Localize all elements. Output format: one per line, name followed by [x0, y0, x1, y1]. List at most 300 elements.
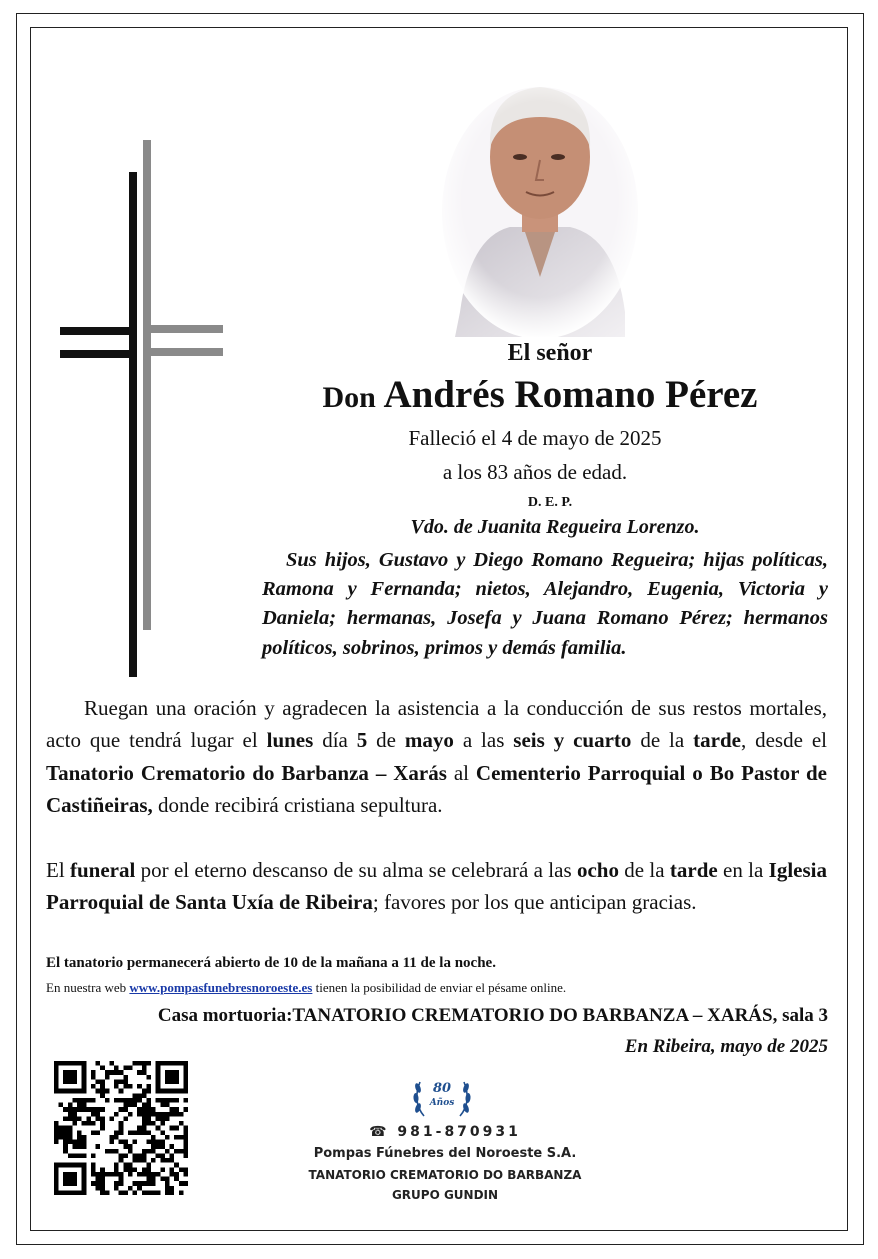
qr-module — [174, 1172, 179, 1177]
qr-module — [105, 1070, 110, 1075]
qr-module — [119, 1098, 124, 1103]
text-run: de la — [618, 858, 670, 882]
qr-module — [156, 1126, 161, 1131]
qr-module — [133, 1190, 138, 1195]
footer-tanatorio: TANATORIO CREMATORIO DO BARBANZA — [308, 1168, 582, 1182]
qr-module — [77, 1061, 82, 1066]
qr-module — [128, 1130, 133, 1135]
qr-module — [82, 1103, 87, 1108]
qr-module — [146, 1149, 151, 1154]
qr-module — [183, 1130, 188, 1135]
qr-module — [91, 1172, 96, 1177]
text-run: en la — [717, 858, 769, 882]
qr-module — [82, 1153, 87, 1158]
qr-module — [183, 1075, 188, 1080]
qr-module — [183, 1079, 188, 1084]
qr-module — [72, 1144, 77, 1149]
qr-module — [82, 1135, 87, 1140]
qr-module — [72, 1112, 77, 1117]
qr-module — [63, 1116, 68, 1121]
qr-module — [151, 1177, 156, 1182]
qr-module — [96, 1089, 101, 1094]
qr-module — [100, 1121, 105, 1126]
qr-module — [82, 1084, 87, 1089]
qr-module — [123, 1153, 128, 1158]
qr-module — [63, 1135, 68, 1140]
death-date: Falleció el 4 de mayo de 2025 — [408, 426, 662, 450]
qr-module — [151, 1140, 156, 1145]
qr-module — [114, 1181, 119, 1186]
qr-module — [82, 1070, 87, 1075]
qr-module — [72, 1098, 77, 1103]
qr-module — [68, 1163, 73, 1168]
qr-module — [63, 1075, 68, 1080]
qr-module — [105, 1190, 110, 1195]
qr-module — [109, 1061, 114, 1066]
qr-module — [68, 1061, 73, 1066]
qr-module — [174, 1177, 179, 1182]
qr-module — [91, 1153, 96, 1158]
qr-module — [119, 1177, 124, 1182]
qr-module — [183, 1061, 188, 1066]
qr-module — [105, 1089, 110, 1094]
qr-module — [183, 1181, 188, 1186]
qr-module — [123, 1103, 128, 1108]
qr-module — [183, 1126, 188, 1131]
qr-module — [123, 1144, 128, 1149]
qr-module — [165, 1177, 170, 1182]
qr-module — [133, 1158, 138, 1163]
qr-module — [165, 1186, 170, 1191]
qr-module — [100, 1181, 105, 1186]
bold-run: lunes — [266, 728, 314, 753]
qr-module — [151, 1181, 156, 1186]
qr-module — [156, 1098, 161, 1103]
qr-module — [59, 1130, 64, 1135]
qr-module — [183, 1144, 188, 1149]
qr-module — [59, 1126, 64, 1131]
qr-module — [54, 1121, 59, 1126]
qr-module — [100, 1177, 105, 1182]
qr-module — [151, 1112, 156, 1117]
qr-module — [114, 1186, 119, 1191]
qr-module — [77, 1098, 82, 1103]
qr-module — [128, 1084, 133, 1089]
qr-module — [142, 1116, 147, 1121]
qr-module — [54, 1163, 59, 1168]
qr-module — [142, 1070, 147, 1075]
qr-module — [142, 1103, 147, 1108]
qr-module — [146, 1172, 151, 1177]
qr-module — [77, 1144, 82, 1149]
qr-module — [109, 1140, 114, 1145]
qr-module — [91, 1107, 96, 1112]
qr-module — [72, 1121, 77, 1126]
qr-module — [133, 1167, 138, 1172]
qr-module — [72, 1140, 77, 1145]
qr-module — [183, 1070, 188, 1075]
qr-module — [123, 1167, 128, 1172]
website-link[interactable]: www.pompasfunebresnoroeste.es — [129, 980, 313, 995]
qr-module — [128, 1149, 133, 1154]
qr-module — [137, 1098, 142, 1103]
intro-text: El señor — [507, 340, 593, 366]
qr-module — [123, 1098, 128, 1103]
qr-module — [114, 1070, 119, 1075]
name-text: Andrés Romano Pérez — [383, 373, 758, 416]
widower-line: Vdo. de Juanita Regueira Lorenzo. — [410, 516, 700, 538]
qr-module — [68, 1181, 73, 1186]
qr-module — [165, 1075, 170, 1080]
qr-module — [119, 1158, 124, 1163]
anniversary-emblem — [406, 1068, 478, 1124]
qr-module — [100, 1167, 105, 1172]
qr-module — [82, 1098, 87, 1103]
qr-module — [156, 1153, 161, 1158]
qr-module — [77, 1135, 82, 1140]
qr-module — [86, 1121, 91, 1126]
qr-module — [137, 1181, 142, 1186]
qr-module — [100, 1079, 105, 1084]
qr-module — [146, 1163, 151, 1168]
qr-module — [114, 1163, 119, 1168]
qr-module — [160, 1089, 165, 1094]
qr-module — [179, 1089, 184, 1094]
qr-module — [142, 1112, 147, 1117]
qr-module — [174, 1112, 179, 1117]
qr-module — [77, 1107, 82, 1112]
qr-module — [100, 1172, 105, 1177]
qr-module — [174, 1075, 179, 1080]
qr-module — [105, 1075, 110, 1080]
qr-module — [91, 1098, 96, 1103]
qr-module — [179, 1190, 184, 1195]
dep-text: D. E. P. — [527, 495, 573, 510]
qr-module — [137, 1070, 142, 1075]
qr-module — [170, 1172, 175, 1177]
qr-module — [96, 1061, 101, 1066]
qr-module — [156, 1140, 161, 1145]
qr-module — [160, 1144, 165, 1149]
qr-module — [59, 1103, 64, 1108]
web-suffix: tienen la posibilidad de enviar el pésame online. — [312, 980, 567, 995]
qr-module — [151, 1135, 156, 1140]
qr-module — [123, 1079, 128, 1084]
qr-module — [160, 1177, 165, 1182]
qr-module — [114, 1112, 119, 1117]
qr-module — [82, 1079, 87, 1084]
qr-code[interactable] — [54, 1061, 188, 1195]
qr-module — [160, 1121, 165, 1126]
bold-run: Tanatorio Crematorio do Barbanza – Xarás — [46, 760, 447, 785]
qr-module — [179, 1135, 184, 1140]
qr-module — [128, 1066, 133, 1071]
qr-module — [179, 1149, 184, 1154]
qr-module — [156, 1061, 161, 1066]
qr-module — [54, 1066, 59, 1071]
bold-run: funeral — [69, 858, 136, 882]
qr-module — [179, 1121, 184, 1126]
company-name: Pompas Fúnebres del Noroeste S.A. — [313, 1146, 577, 1161]
qr-module — [96, 1107, 101, 1112]
qr-module — [128, 1172, 133, 1177]
qr-module — [119, 1079, 124, 1084]
qr-module — [160, 1140, 165, 1145]
qr-module — [86, 1098, 91, 1103]
qr-module — [183, 1149, 188, 1154]
qr-module — [119, 1121, 124, 1126]
qr-module — [170, 1153, 175, 1158]
qr-module — [179, 1181, 184, 1186]
qr-module — [100, 1116, 105, 1121]
qr-module — [54, 1177, 59, 1182]
qr-module — [183, 1153, 188, 1158]
qr-module — [137, 1107, 142, 1112]
qr-module — [160, 1116, 165, 1121]
qr-module — [146, 1121, 151, 1126]
qr-module — [156, 1075, 161, 1080]
qr-module — [82, 1177, 87, 1182]
qr-module — [146, 1177, 151, 1182]
qr-module — [170, 1158, 175, 1163]
text-run: al — [446, 760, 476, 785]
qr-module — [123, 1107, 128, 1112]
qr-module — [63, 1070, 68, 1075]
qr-module — [174, 1070, 179, 1075]
qr-module — [151, 1121, 156, 1126]
qr-module — [59, 1089, 64, 1094]
qr-module — [72, 1070, 77, 1075]
qr-module — [174, 1135, 179, 1140]
qr-module — [96, 1181, 101, 1186]
qr-module — [156, 1084, 161, 1089]
qr-module — [128, 1112, 133, 1117]
qr-module — [165, 1061, 170, 1066]
text-run: donde recibirá cristiana sepultura. — [152, 792, 443, 817]
qr-module — [77, 1163, 82, 1168]
qr-module — [146, 1084, 151, 1089]
qr-module — [146, 1181, 151, 1186]
qr-module — [142, 1181, 147, 1186]
qr-module — [119, 1130, 124, 1135]
qr-module — [96, 1116, 101, 1121]
qr-module — [96, 1130, 101, 1135]
qr-module — [68, 1116, 73, 1121]
qr-module — [54, 1126, 59, 1131]
qr-module — [68, 1172, 73, 1177]
qr-module — [137, 1186, 142, 1191]
qr-module — [142, 1190, 147, 1195]
qr-module — [142, 1167, 147, 1172]
qr-module — [82, 1181, 87, 1186]
qr-module — [72, 1089, 77, 1094]
qr-module — [151, 1172, 156, 1177]
qr-module — [156, 1144, 161, 1149]
qr-module — [63, 1181, 68, 1186]
qr-module — [170, 1186, 175, 1191]
qr-module — [54, 1061, 59, 1066]
qr-module — [72, 1172, 77, 1177]
qr-module — [68, 1103, 73, 1108]
qr-module — [137, 1158, 142, 1163]
qr-module — [105, 1149, 110, 1154]
qr-module — [146, 1089, 151, 1094]
text-run: por el eterno descanso de su alma se celebrará a las — [135, 858, 577, 882]
qr-module — [146, 1190, 151, 1195]
casa-mortuoria: Casa mortuoria:TANATORIO CREMATORIO DO BARBANZA – XARÁS, sala 3 — [157, 1005, 828, 1026]
qr-module — [170, 1061, 175, 1066]
qr-module — [63, 1140, 68, 1145]
qr-module — [183, 1140, 188, 1145]
qr-module — [160, 1061, 165, 1066]
qr-module — [123, 1140, 128, 1145]
qr-module — [156, 1066, 161, 1071]
qr-module — [137, 1084, 142, 1089]
qr-module — [100, 1190, 105, 1195]
web-prefix: En nuestra web — [46, 980, 130, 995]
qr-module — [151, 1158, 156, 1163]
qr-module — [128, 1167, 133, 1172]
qr-module — [109, 1172, 114, 1177]
qr-module — [146, 1112, 151, 1117]
qr-module — [91, 1112, 96, 1117]
qr-module — [72, 1061, 77, 1066]
qr-module — [174, 1163, 179, 1168]
qr-module — [100, 1066, 105, 1071]
qr-module — [68, 1070, 73, 1075]
qr-module — [146, 1107, 151, 1112]
qr-module — [174, 1149, 179, 1154]
qr-module — [146, 1103, 151, 1108]
qr-module — [183, 1172, 188, 1177]
qr-module — [170, 1089, 175, 1094]
qr-module — [165, 1181, 170, 1186]
qr-module — [72, 1190, 77, 1195]
qr-module — [54, 1130, 59, 1135]
qr-module — [165, 1190, 170, 1195]
qr-module — [114, 1130, 119, 1135]
text-run: El — [46, 858, 70, 882]
qr-module — [82, 1061, 87, 1066]
qr-module — [179, 1061, 184, 1066]
qr-module — [82, 1172, 87, 1177]
qr-module — [119, 1107, 124, 1112]
qr-module — [86, 1107, 91, 1112]
qr-module — [77, 1130, 82, 1135]
qr-module — [119, 1089, 124, 1094]
qr-module — [165, 1116, 170, 1121]
qr-module — [156, 1112, 161, 1117]
qr-module — [142, 1121, 147, 1126]
qr-module — [82, 1107, 87, 1112]
qr-module — [54, 1181, 59, 1186]
qr-module — [63, 1061, 68, 1066]
qr-module — [63, 1144, 68, 1149]
qr-module — [91, 1075, 96, 1080]
qr-module — [100, 1126, 105, 1131]
qr-module — [174, 1126, 179, 1131]
qr-module — [183, 1107, 188, 1112]
qr-module — [146, 1061, 151, 1066]
qr-module — [137, 1130, 142, 1135]
qr-module — [137, 1093, 142, 1098]
qr-module — [100, 1089, 105, 1094]
qr-module — [170, 1079, 175, 1084]
qr-module — [133, 1061, 138, 1066]
qr-module — [91, 1084, 96, 1089]
qr-module — [82, 1144, 87, 1149]
qr-module — [170, 1107, 175, 1112]
qr-module — [63, 1149, 68, 1154]
qr-module — [160, 1153, 165, 1158]
text-run: de — [367, 728, 405, 753]
qr-module — [170, 1167, 175, 1172]
qr-module — [91, 1130, 96, 1135]
qr-module — [105, 1172, 110, 1177]
qr-module — [114, 1172, 119, 1177]
qr-module — [156, 1116, 161, 1121]
bold-run: mayo — [404, 728, 454, 753]
qr-module — [142, 1153, 147, 1158]
qr-module — [119, 1153, 124, 1158]
qr-module — [96, 1186, 101, 1191]
qr-module — [109, 1149, 114, 1154]
qr-module — [146, 1130, 151, 1135]
qr-module — [146, 1167, 151, 1172]
qr-module — [114, 1167, 119, 1172]
text-run: ; favores por los que anticipan gracias. — [372, 890, 697, 915]
qr-module — [91, 1163, 96, 1168]
qr-module — [68, 1135, 73, 1140]
qr-module — [183, 1098, 188, 1103]
qr-module — [114, 1066, 119, 1071]
qr-module — [96, 1079, 101, 1084]
phone-number: 981-870931 — [397, 1124, 521, 1140]
emblem-number: 80 — [432, 1081, 452, 1096]
qr-module — [54, 1079, 59, 1084]
qr-module — [123, 1116, 128, 1121]
qr-module — [128, 1144, 133, 1149]
bold-run: tarde — [693, 728, 741, 753]
qr-module — [96, 1177, 101, 1182]
qr-module — [114, 1149, 119, 1154]
qr-module — [59, 1061, 64, 1066]
web-notice — [46, 980, 836, 996]
ceremony-paragraph — [46, 692, 827, 821]
qr-module — [123, 1075, 128, 1080]
tanatorio-hours: El tanatorio permanecerá abierto de 10 de la mañana a 11 de la noche. — [46, 955, 496, 971]
qr-module — [142, 1066, 147, 1071]
qr-module — [68, 1190, 73, 1195]
qr-module — [82, 1121, 87, 1126]
qr-module — [114, 1084, 119, 1089]
bold-run: seis y cuarto — [513, 728, 632, 753]
deceased-name — [250, 372, 830, 417]
qr-module — [142, 1126, 147, 1131]
qr-module — [165, 1158, 170, 1163]
qr-module — [165, 1070, 170, 1075]
qr-module — [156, 1070, 161, 1075]
qr-module — [160, 1158, 165, 1163]
bold-run: 5 — [356, 728, 368, 753]
qr-module — [183, 1135, 188, 1140]
qr-module — [109, 1135, 114, 1140]
qr-module — [123, 1190, 128, 1195]
qr-module — [68, 1079, 73, 1084]
qr-module — [91, 1181, 96, 1186]
qr-module — [119, 1070, 124, 1075]
qr-module — [100, 1107, 105, 1112]
